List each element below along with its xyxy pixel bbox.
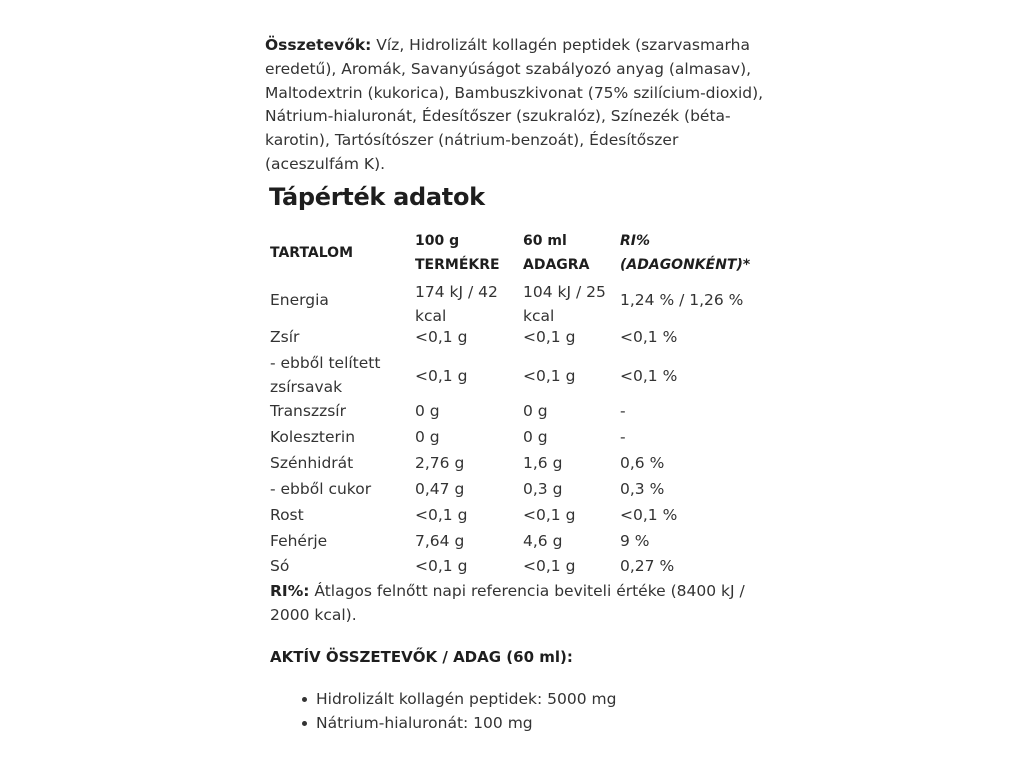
- row-per60: 0,3 g: [523, 480, 563, 498]
- row-ri: <0,1 %: [620, 367, 678, 385]
- row-ri: 1,24 % / 1,26 %: [620, 291, 744, 309]
- row-per100: 0 g: [415, 402, 440, 420]
- row-per60-line1: 104 kJ / 25: [523, 283, 606, 301]
- row-name: Zsír: [270, 328, 300, 346]
- row-per100: <0,1 g: [415, 328, 468, 346]
- row-name-line1: - ebből telített: [270, 354, 381, 372]
- header-per-100g-line2: TERMÉKRE: [415, 257, 500, 273]
- list-item: [270, 687, 616, 711]
- header-ri: [620, 229, 750, 277]
- ri-footnote: [270, 580, 770, 628]
- bullet-icon: [302, 697, 307, 702]
- list-item: [270, 711, 616, 735]
- row-ri: 0,27 %: [620, 557, 675, 575]
- row-name: Energia: [270, 291, 329, 309]
- row-per100: <0,1 g: [415, 367, 468, 385]
- header-per-60ml-line2: ADAGRA: [523, 257, 590, 273]
- header-per-60ml-line1: 60 ml: [523, 233, 567, 249]
- row-per60: <0,1 g: [523, 367, 576, 385]
- row-per60: <0,1 g: [523, 506, 576, 524]
- row-ri: <0,1 %: [620, 506, 678, 524]
- row-ri: 9 %: [620, 532, 650, 550]
- nutrition-title: Tápérték adatok: [269, 183, 485, 211]
- row-per100: 0,47 g: [415, 480, 465, 498]
- bullet-icon: [302, 721, 307, 726]
- ingredients-label: Összetevők:: [265, 36, 372, 54]
- header-ri-line1: RI%: [620, 233, 651, 249]
- ingredients-text: Víz, Hidrolizált kollagén peptidek (szarvasmarha eredetű), Aromák, Savanyúságot szabályozó anyag (almasav), Maltodextrin (kukorica), Bambuszkivonat (75% szilícium-dioxid), Nátrium-hialuronát, Édesítőszer (szukralóz), Színezék (béta-karotin), Tartósítószer (nátrium-benzoát), Édesítőszer (aceszulfám K).: [265, 36, 764, 173]
- row-name: - ebből cukor: [270, 480, 372, 498]
- active-ingredients-list: [270, 687, 616, 735]
- row-per100-line2: kcal: [415, 307, 447, 325]
- row-name: Transzzsír: [270, 402, 346, 420]
- header-content: TARTALOM: [270, 245, 354, 261]
- header-per-60ml: [523, 229, 589, 277]
- active-ingredients-title: AKTÍV ÖSSZETEVŐK / ADAG (60 ml):: [270, 648, 573, 666]
- row-per100: 0 g: [415, 428, 440, 446]
- header-per-100g-line1: 100 g: [415, 233, 460, 249]
- list-item-text: Nátrium-hialuronát: 100 mg: [316, 714, 533, 732]
- row-ri: 0,3 %: [620, 480, 665, 498]
- ri-footnote-text: Átlagos felnőtt napi referencia beviteli értéke (8400 kJ / 2000 kcal).: [270, 582, 745, 624]
- row-per100: <0,1 g: [415, 506, 468, 524]
- row-ri: -: [620, 428, 626, 446]
- row-per60: 4,6 g: [523, 532, 563, 550]
- row-ri: 0,6 %: [620, 454, 665, 472]
- row-ri: -: [620, 402, 626, 420]
- row-name: Koleszterin: [270, 428, 356, 446]
- row-per60: <0,1 g: [523, 328, 576, 346]
- row-per100: 7,64 g: [415, 532, 465, 550]
- row-name-line2: zsírsavak: [270, 378, 343, 396]
- row-per60: 0 g: [523, 402, 548, 420]
- row-per100: 2,76 g: [415, 454, 465, 472]
- row-name: Só: [270, 557, 290, 575]
- ri-footnote-label: RI%:: [270, 582, 310, 600]
- row-name: Rost: [270, 506, 304, 524]
- row-name: Szénhidrát: [270, 454, 354, 472]
- row-ri: <0,1 %: [620, 328, 678, 346]
- row-per60-line2: kcal: [523, 307, 555, 325]
- row-per60: 0 g: [523, 428, 548, 446]
- list-item-text: Hidrolizált kollagén peptidek: 5000 mg: [316, 690, 617, 708]
- header-ri-line2: (ADAGONKÉNT)*: [620, 257, 751, 273]
- row-name: Fehérje: [270, 532, 328, 550]
- row-per60: 1,6 g: [523, 454, 563, 472]
- header-per-100g: [415, 229, 500, 277]
- row-per100: <0,1 g: [415, 557, 468, 575]
- ingredients-paragraph: [265, 34, 765, 177]
- row-per60: <0,1 g: [523, 557, 576, 575]
- row-per100-line1: 174 kJ / 42: [415, 283, 498, 301]
